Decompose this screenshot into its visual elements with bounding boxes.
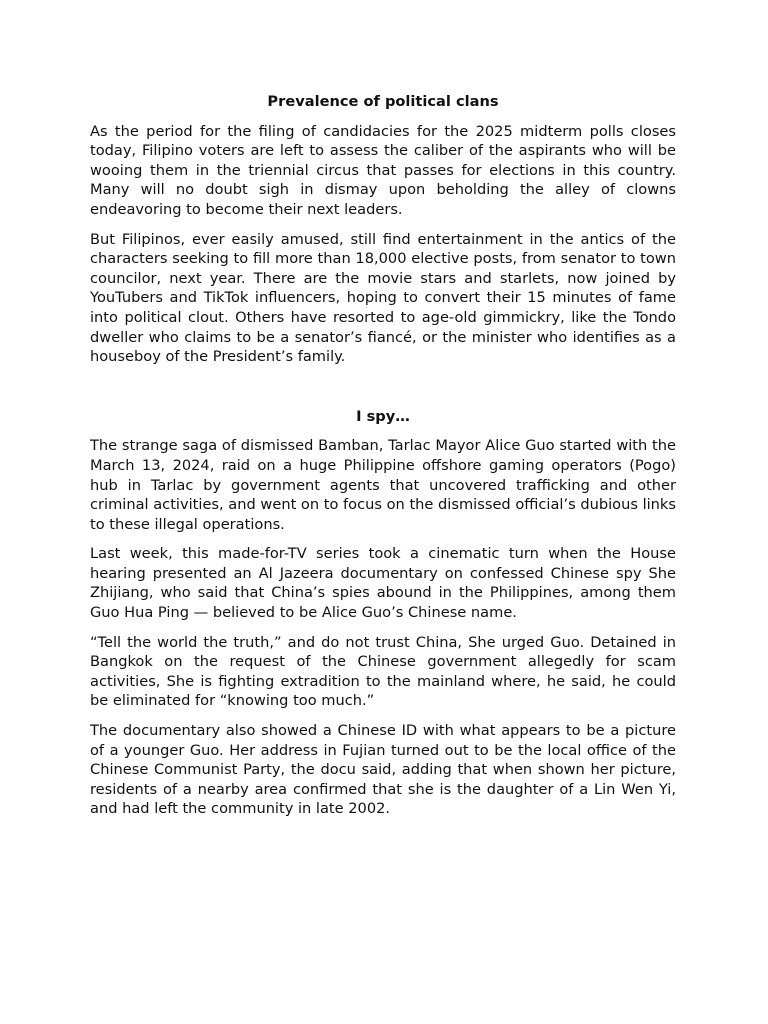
article-political-clans <box>90 92 676 367</box>
article-i-spy <box>90 407 676 819</box>
document-page <box>90 92 676 829</box>
article-paragraph: But Filipinos, ever easily amused, still find entertainment in the antics of the characters seeking to fill more than 18,000 elective posts, from senator to town councilor, next year. There are the movie stars and starlets, now joined by YouTubers and TikTok influencers, hoping to convert their 15 minutes of fame into political clout. Others have resorted to age-old gimmickry, like the Tondo dweller who claims to be a senator’s fiancé, or the minister who identifies as a houseboy of the President’s family. <box>90 230 676 366</box>
article-paragraph: As the period for the filing of candidacies for the 2025 midterm polls closes today, Filipino voters are left to assess the caliber of the aspirants who will be wooing them in the triennial circus that passes for elections in this country. Many will no doubt sigh in dismay upon beholding the alley of clowns endeavoring to become their next leaders. <box>90 122 676 218</box>
article-paragraph: The strange saga of dismissed Bamban, Tarlac Mayor Alice Guo started with the March 13, 2024, raid on a huge Philippine offshore gaming operators (Pogo) hub in Tarlac by government agents that uncovered trafficking and other criminal activities, and went on to focus on the dismissed official’s dubious links to these illegal operations. <box>90 437 676 533</box>
article-paragraph: Last week, this made-for-TV series took a cinematic turn when the House hearing presented an Al Jazeera documentary on confessed Chinese spy She Zhijiang, who said that China’s spies abound in the Philippines, among them Guo Hua Ping — believed to be Alice Guo’s Chinese name. <box>90 545 676 622</box>
article-paragraph: “Tell the world the truth,” and do not trust China, She urged Guo. Detained in Bangkok on the request of the Chinese government allegedly for scam activities, She is fighting extradition to the mainland where, he said, he could be eliminated for “knowing too much.” <box>90 633 676 710</box>
article-title: I spy… <box>356 407 410 425</box>
section-divider-space <box>90 377 676 407</box>
article-title: Prevalence of political clans <box>267 93 499 110</box>
article-paragraph: The documentary also showed a Chinese ID with what appears to be a picture of a younger Guo. Her address in Fujian turned out to be the local office of the Chinese Communist Party, the docu said, adding that when shown her picture, residents of a nearby area confirmed that she is the daughter of a Lin Wen Yi, and had left the community in late 2002. <box>90 722 676 818</box>
